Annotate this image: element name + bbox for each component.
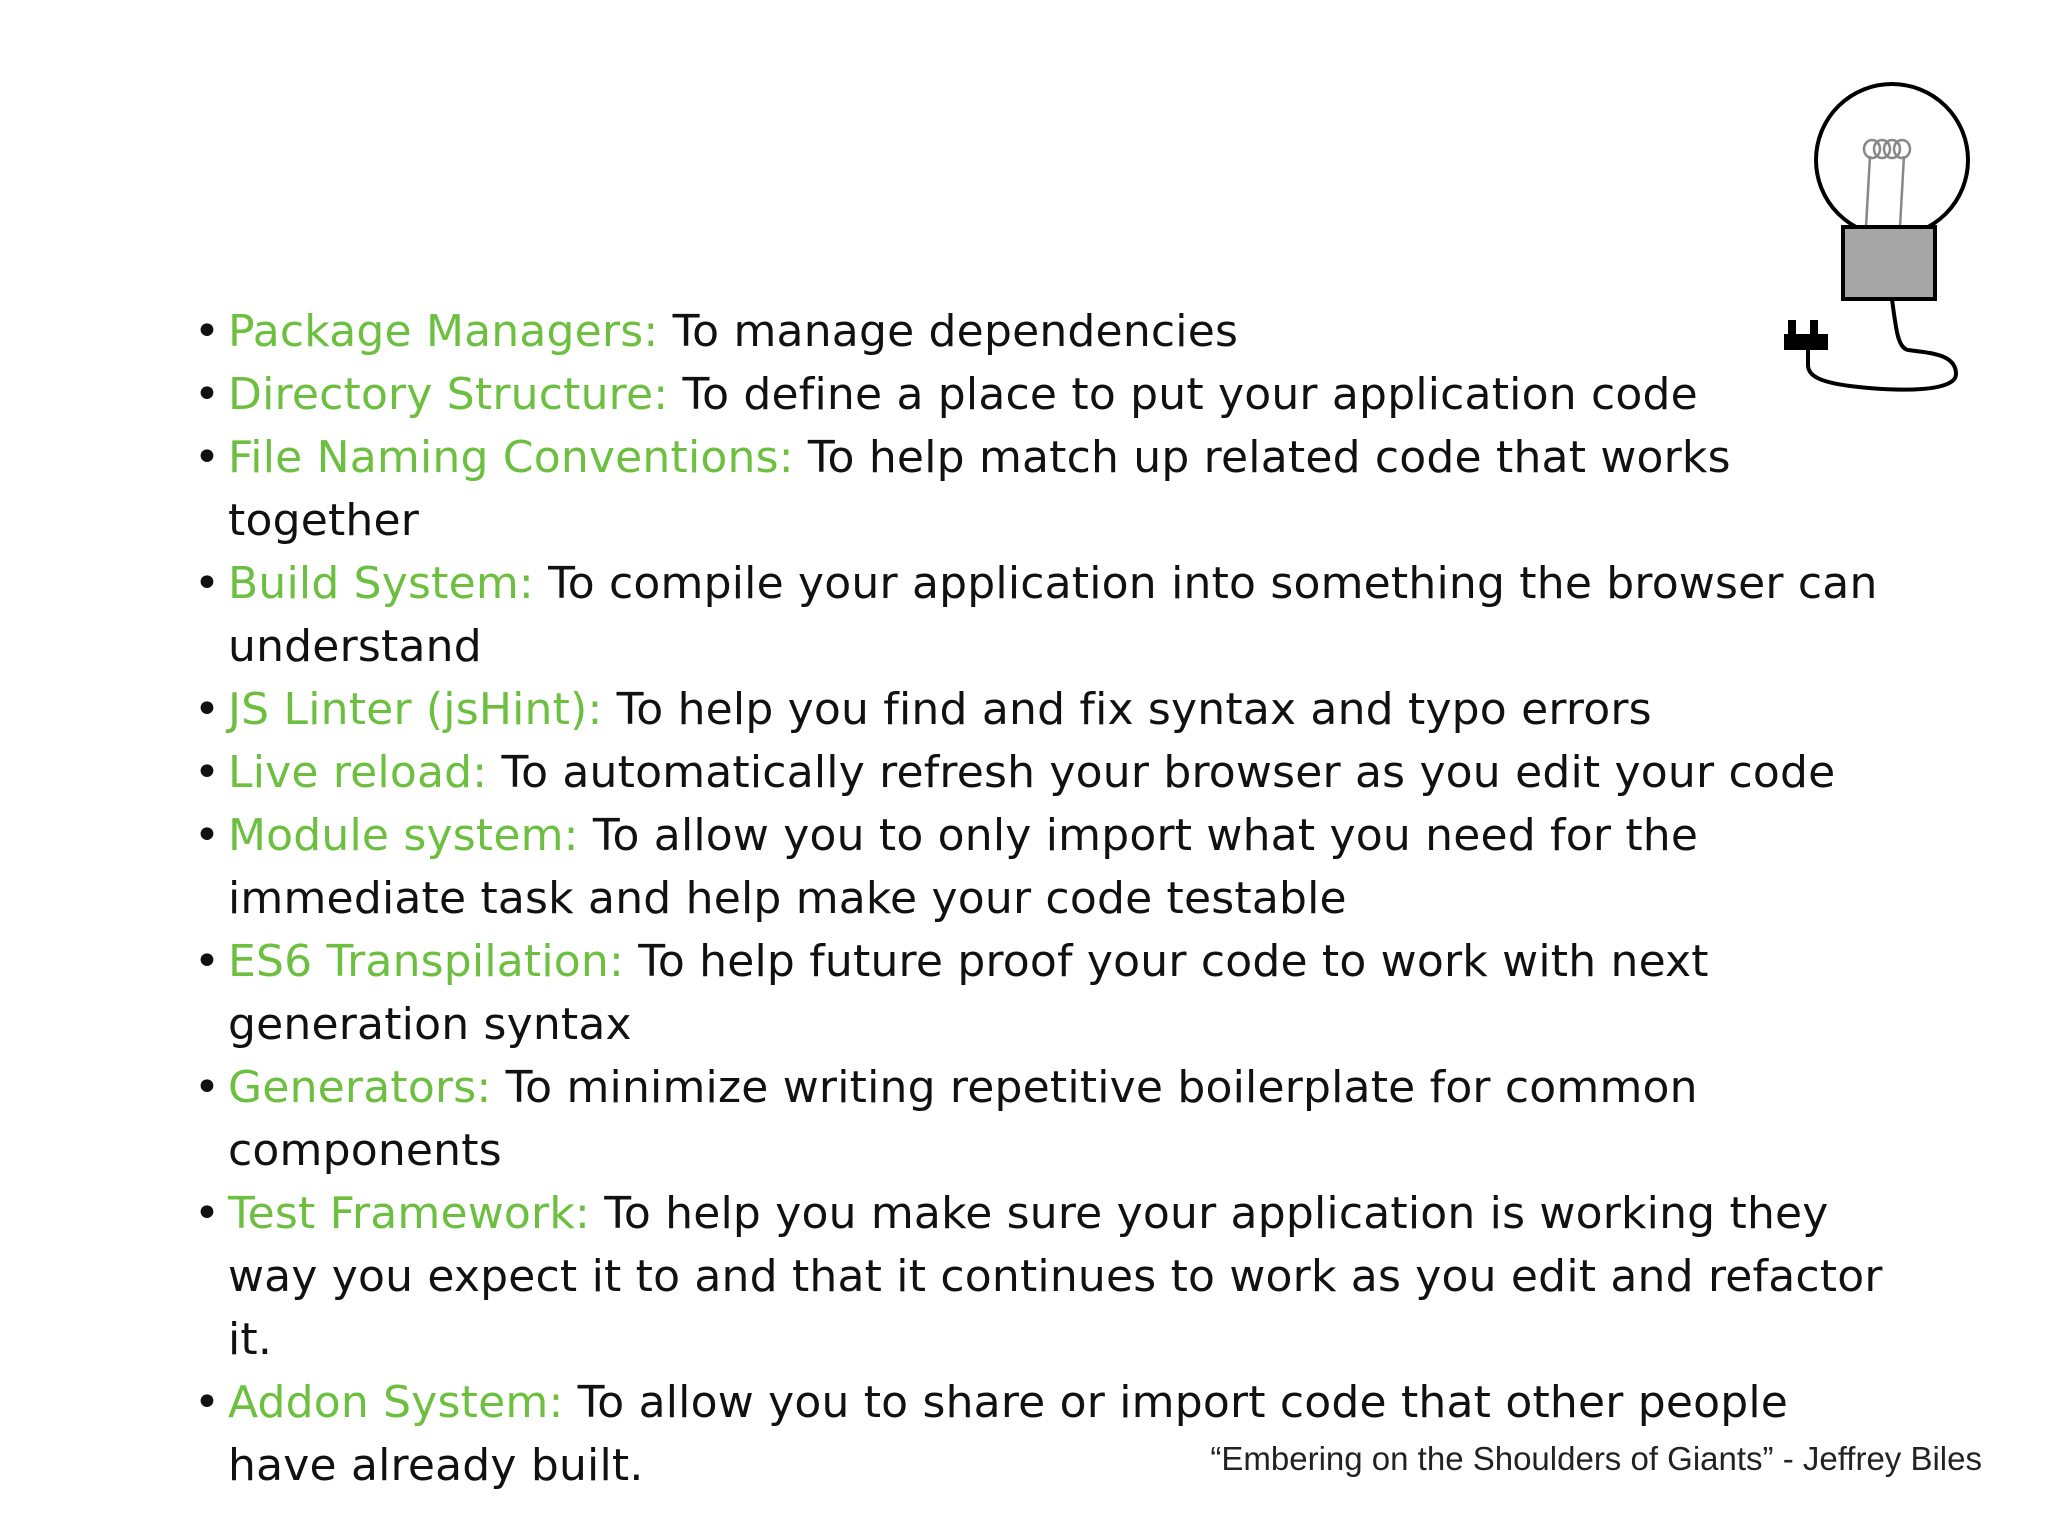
list-item <box>190 741 1890 804</box>
item-term: Build System: <box>228 558 534 609</box>
bullet-marker: • <box>194 747 221 798</box>
list-item <box>190 1182 1890 1371</box>
bullet-marker: • <box>194 936 221 987</box>
list-item <box>190 300 1890 363</box>
list-item <box>190 678 1890 741</box>
item-description: To help match up related code that works together <box>228 432 1731 546</box>
bullet-marker: • <box>194 1188 221 1239</box>
list-item <box>190 1371 1890 1497</box>
bullet-marker: • <box>194 810 221 861</box>
item-term: Directory Structure: <box>228 369 669 420</box>
list-item <box>190 930 1890 1056</box>
bullet-marker: • <box>194 1062 221 1113</box>
list-item <box>190 552 1890 678</box>
item-term: Test Framework: <box>228 1188 591 1239</box>
item-description: To help you find and fix syntax and typo errors <box>602 684 1652 735</box>
bullet-marker: • <box>194 432 221 483</box>
item-term: Generators: <box>228 1062 492 1113</box>
list-item <box>190 1056 1890 1182</box>
item-term: File Naming Conventions: <box>228 432 794 483</box>
bullet-marker: • <box>194 369 221 420</box>
bullet-marker: • <box>194 1377 221 1428</box>
item-description: To help you make sure your application is working they way you expect it to and that it continues to work as you edit and refactor it. <box>228 1188 1883 1365</box>
item-description: To minimize writing repetitive boilerplate for common components <box>228 1062 1698 1176</box>
item-description: To automatically refresh your browser as you edit your code <box>487 747 1836 798</box>
item-description: To allow you to only import what you need for the immediate task and help make your code testable <box>228 810 1699 924</box>
item-term: Package Managers: <box>228 306 659 357</box>
bullet-marker: • <box>194 684 221 735</box>
item-description: To manage dependencies <box>658 306 1239 357</box>
item-description: To help future proof your code to work with next generation syntax <box>228 936 1709 1050</box>
list-item <box>190 426 1890 552</box>
list-item <box>190 363 1890 426</box>
item-term: Live reload: <box>228 747 488 798</box>
bullet-list <box>190 300 1890 1497</box>
item-description: To compile your application into something the browser can understand <box>228 558 1878 672</box>
item-term: ES6 Transpilation: <box>228 936 625 987</box>
item-description: To define a place to put your application code <box>668 369 1698 420</box>
item-term: Addon System: <box>228 1377 564 1428</box>
item-description: To allow you to share or import code that other people have already built. <box>228 1377 1789 1491</box>
item-term: JS Linter (jsHint): <box>228 684 603 735</box>
item-term: Module system: <box>228 810 579 861</box>
list-item <box>190 804 1890 930</box>
bullet-marker: • <box>194 558 221 609</box>
bullet-marker: • <box>194 306 221 357</box>
attribution: “Embering on the Shoulders of Giants” - Jeffrey Biles <box>1210 1440 1982 1477</box>
